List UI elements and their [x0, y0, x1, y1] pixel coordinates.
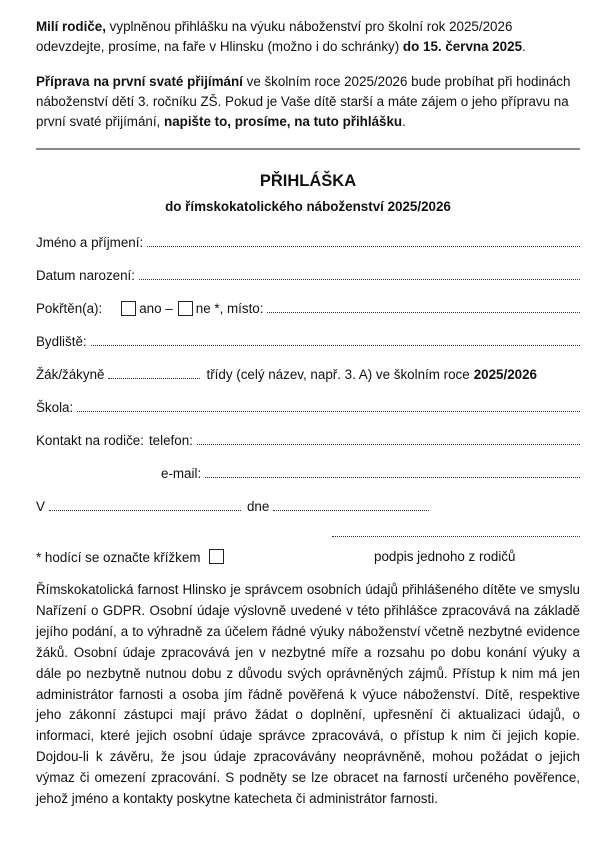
yes-checkbox[interactable]	[121, 301, 136, 316]
address-field[interactable]	[91, 341, 580, 346]
address-row	[36, 331, 580, 349]
no-label: ne *, místo:	[195, 301, 264, 316]
form-title: PŘIHLÁŠKA	[259, 172, 357, 190]
signature-line[interactable]	[332, 536, 580, 537]
name-row	[36, 232, 580, 250]
communion-heading: Příprava na první svaté přijímání	[36, 74, 243, 89]
intro-greeting: Milí rodiče,	[36, 19, 106, 34]
intro-deadline-date: do 15. června 2025	[402, 39, 523, 54]
school-field[interactable]	[77, 407, 580, 412]
dob-field[interactable]	[139, 275, 580, 280]
email-field[interactable]	[205, 473, 580, 478]
phone-row	[36, 430, 580, 448]
communion-request: napište to, prosíme, na tuto přihlášku	[164, 114, 403, 129]
name-field[interactable]	[147, 242, 580, 247]
baptized-label: Pokřtěn(a):	[36, 301, 103, 316]
class-description: třídy (celý název, např. 3. A) ve školním roce	[206, 367, 470, 382]
name-label: Jméno a příjmení:	[36, 235, 144, 250]
dob-label: Datum narození:	[36, 268, 135, 283]
date-label: dne	[246, 499, 270, 514]
email-row	[36, 463, 580, 481]
checkbox-note-text: * hodící se označte křížkem	[36, 550, 201, 565]
intro-p2-end: .	[402, 114, 406, 129]
place-field[interactable]	[49, 506, 241, 511]
contact-label: Kontakt na rodiče:	[36, 433, 144, 448]
address-label: Bydliště:	[36, 334, 87, 349]
section-divider	[36, 148, 580, 150]
pupil-label: Žák/žákyně	[36, 367, 105, 382]
school-label: Škola:	[36, 400, 74, 415]
class-row	[36, 364, 580, 382]
school-row	[36, 397, 580, 415]
gdpr-notice: Římskokatolická farnost Hlinsko je správcem osobních údajů přihlášeného dítěte ve smyslu Nařízení o GDPR. Osobní údaje výslovně uvedené v této přihlášce zpracovává na základě jejího podání, a to výhradně za účelem řádné výuky náboženství včetně nezbytné evidence žáků. Osobní údaje zpracovává jen v nezbytné míře a rozsahu po dobu konání výuky a dále po nezbytně nutnou dobu z důvodu svých oprávněných zájmů. Přístup k nim má jen administrátor farnosti a osoba jím řádně pověřená k výuce náboženství. Dítě, respektive jeho zákonní zástupci mají právo žádat o doplnění, upřesnění či aktualizaci údajů, o informaci, které jejich osobní údaje správce zpracovává, o přístup k nim či jejich kopie. Dojdou-li k závěru, že jsou údaje zpracovávány neoprávněně, mohou požádat o jejich výmaz či omezení zpracování. S podněty se lze obracet na farností určeného pověřence, jehož jméno a kontakty poskytne katecheta či administrátor farnosti.	[36, 582, 580, 807]
baptized-row	[36, 298, 580, 316]
intro-paragraph-deadline	[36, 17, 580, 57]
intro-deadline-text: vyplněnou přihlášku na výuku náboženství pro školní rok 2025/2026 odevzdejte, prosíme, na faře v Hlinsku (možno i do schránky)	[36, 19, 513, 54]
place-date-row	[36, 496, 580, 514]
intro-paragraph-communion	[36, 72, 580, 132]
yes-label: ano –	[139, 301, 173, 316]
no-checkbox[interactable]	[178, 301, 193, 316]
class-field[interactable]	[108, 374, 200, 379]
phone-label: telefon:	[148, 433, 193, 448]
dob-row	[36, 265, 580, 283]
baptism-place-field[interactable]	[267, 308, 580, 313]
intro-p1-end: .	[522, 39, 526, 54]
sample-checkbox	[209, 549, 224, 564]
phone-field[interactable]	[197, 440, 580, 445]
checkbox-note	[36, 549, 227, 565]
communion-text: ve školním roce 2025/2026 bude probíhat při hodinách náboženství dětí 3. ročníku ZŠ. Pokud je Vaše dítě starší a máte zájem o jeho přípravu na první svaté přijímání,	[36, 74, 571, 129]
date-field[interactable]	[273, 506, 429, 511]
place-label: V	[36, 499, 45, 514]
signature-label: podpis jednoho z rodičů	[374, 549, 516, 564]
email-label: e-mail:	[161, 466, 202, 481]
form-subtitle: do římskokatolického náboženství 2025/2026	[165, 199, 451, 214]
school-year: 2025/2026	[473, 367, 537, 382]
